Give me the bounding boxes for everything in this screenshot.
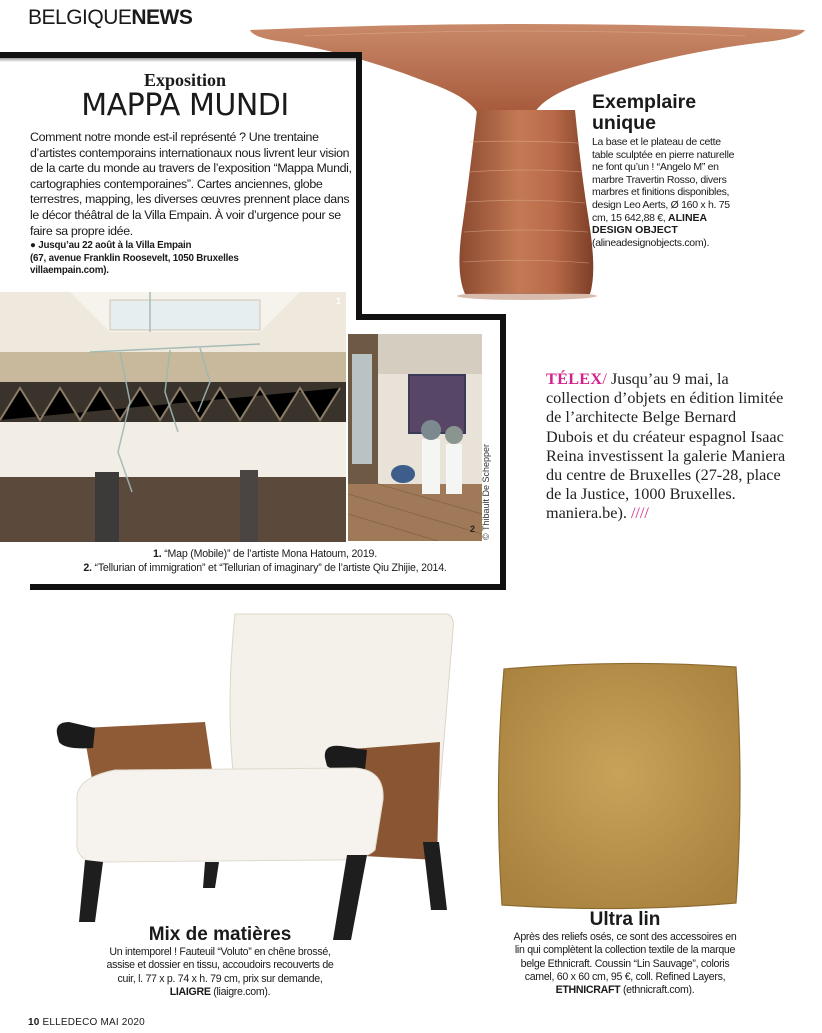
mix-description: Un intemporel ! Fauteuil “Voluto” en chêne brossé, assise et dossier en tissu, accoudoirs recouverts de cuir, l. 77 x p. 74 x h. 79 cm, prix sur demande,: [106, 946, 334, 985]
section-header-bold: NEWS: [131, 6, 193, 29]
telex-separator: /: [602, 370, 611, 388]
photo-credit-text: © Thibault De Schepper: [481, 443, 491, 540]
section-header-light: BELGIQUE: [28, 6, 132, 29]
caption-2: [30, 562, 500, 576]
photo-captions: [30, 548, 500, 575]
telex-tag: TÉLEX: [546, 370, 603, 388]
exposition-body: Comment notre monde est-il représenté ? Une trentaine d’artistes contemporains internationaux nous livrent leur vision de la carte du monde au travers de l’exposition “Mappa Mundi, cartographies contemporaines”. Cartes anciennes, globe terrestres, mapping, les diverses œuvres prennent place dans le décor théâtral de la Villa Empain. À voir d’urgence pour se faire sa propre idée.: [30, 130, 352, 238]
frame-border-right-lower: [500, 314, 506, 590]
exposition-info-line: (67, avenue Franklin Roosevelt, 1050 Bruxelles: [30, 252, 239, 264]
photo-number-2: 2: [470, 524, 476, 534]
lin-brand: ETHNICRAFT: [555, 984, 621, 997]
lin-description: Après des reliefs osés, ce sont des accessoires en lin qui complètent la collection textile de la marque belge Ethnicraft. Coussin “Lin Sauvage”, coloris camel, 60 x 60 cm, 95 €, coll. Refined Layers,: [513, 931, 737, 983]
photo-number-1: 1: [336, 296, 342, 306]
mix-website[interactable]: (liaigre.com).: [210, 985, 271, 998]
exemplaire-website[interactable]: (alineadesignobjects.com).: [592, 236, 710, 249]
voluto-armchair-image: [55, 610, 460, 945]
caption-2-number: 2.: [83, 561, 92, 574]
lin-website[interactable]: (ethnicraft.com).: [620, 984, 695, 997]
caption-1: [30, 548, 500, 562]
frame-border-step: [356, 314, 506, 320]
mix-brand: LIAIGRE: [169, 985, 211, 998]
exposition-info-link[interactable]: villaempain.com).: [30, 265, 109, 276]
exemplaire-title-line: Exemplaire: [592, 91, 697, 113]
exposition-info-line: ● Jusqu’au 22 août à la Villa Empain: [30, 240, 192, 251]
caption-1-text: “Map (Mobile)” de l’artiste Mona Hatoum, 2019.: [161, 548, 377, 560]
telex-end-mark: ////: [626, 504, 649, 523]
magazine-issue: ELLEDECO MAI 2020: [42, 1017, 145, 1028]
telex-body: Jusqu’au 9 mai, la collection d’objets en édition limitée de l’architecte Belge Bernard Dubois et du créateur espagnol Isaac Reina investissent la galerie Maniera du centre de Bruxelles (27-28, place de la Justice, 1000 Bruxelles. maniera.be).: [546, 370, 786, 523]
section-header: [28, 6, 192, 30]
lin-title: Ultra lin: [589, 909, 661, 930]
exposition-title: MAPPA MUNDI: [81, 88, 289, 123]
telex-block: [546, 370, 786, 524]
exemplaire-description: La base et le plateau de cette table sculptée en pierre naturelle ne font qu’un ! “Angelo M” en marbre Travertin Rosso, divers marbres et finitions disponibles, design Leo Aerts, Ø 160 x h. 75 cm, 15 642,88 €,: [592, 136, 735, 224]
page-folio: [28, 1017, 145, 1028]
exposition-kicker: Exposition: [143, 70, 227, 90]
frame-border-right: [356, 52, 362, 320]
exposition-info: [30, 240, 352, 278]
villa-empain-hall-photo: [0, 292, 346, 542]
exemplaire-brand: ALINEA DESIGN OBJECT: [592, 211, 707, 237]
page-number: 10: [28, 1017, 40, 1028]
lin-body: [508, 931, 742, 997]
caption-2-text: “Tellurian of immigration” et “Tellurian of imaginary” de l’artiste Qiu Zhijie, 2014.: [91, 561, 447, 574]
globe-gallery-photo: [348, 334, 482, 541]
frame-shadow: [0, 58, 356, 62]
mix-title: Mix de matières: [148, 924, 292, 945]
mix-body: [100, 946, 340, 999]
photo-credit: [481, 440, 495, 540]
linen-cushion-image: [490, 655, 748, 917]
exemplaire-title: [592, 92, 772, 134]
frame-border-bottom: [30, 584, 506, 590]
exemplaire-title-line: unique: [592, 112, 656, 134]
caption-1-number: 1.: [153, 548, 162, 560]
exemplaire-body: [592, 136, 742, 249]
